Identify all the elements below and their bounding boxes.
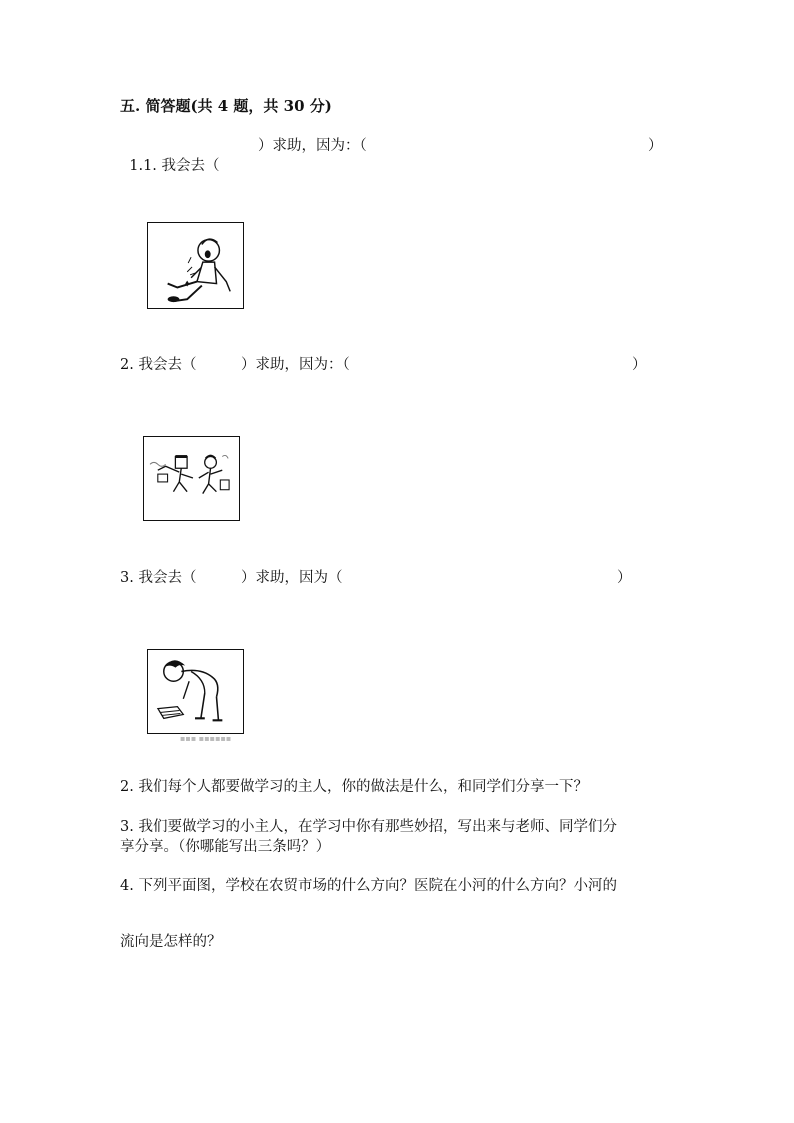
q1-sub1-prefix: 1. 我会去（ — [143, 158, 220, 174]
found-wallet-illustration — [147, 649, 244, 734]
q1-sub2-end: ） — [632, 357, 647, 373]
q1-number: 1. — [129, 158, 144, 174]
boy-wallet-icon — [148, 650, 243, 733]
q4-line2: 流向是怎样的？ — [120, 934, 222, 950]
injured-child-icon — [148, 223, 243, 308]
q1-sub3-prefix: 3. 我会去（ — [120, 570, 197, 586]
children-scuffle-icon — [144, 437, 239, 520]
kids-fighting-illustration — [143, 436, 240, 521]
section-heading: 五. 简答题(共 4 题，共 30 分) — [120, 97, 332, 115]
q1-sub3-mid: ）求助，因为（ — [241, 570, 343, 586]
q2-text: 2. 我们每个人都要做学习的主人，你的做法是什么，和同学们分享一下？ — [120, 779, 588, 795]
q1-sub1-end: ） — [648, 138, 663, 154]
q1-sub1-line — [120, 136, 220, 176]
q3-line1: 3. 我们要做学习的小主人，在学习中你有那些妙招，写出来与老师、同学们分 — [120, 819, 617, 835]
q1-sub2-mid: ）求助，因为：（ — [241, 357, 350, 373]
q1-sub3-end: ） — [617, 570, 632, 586]
q1-sub1-mid: ）求助，因为：（ — [258, 138, 367, 154]
q1-sub2-prefix: 2. 我会去（ — [120, 357, 197, 373]
q3-line2: 享分享。（你哪能写出三条吗？） — [120, 839, 331, 855]
hurt-boy-illustration — [147, 222, 244, 309]
illustration-watermark: ▪▪▪ ▪▪▪▪▪▪ — [180, 734, 232, 743]
q4-line1: 4. 下列平面图，学校在农贸市场的什么方向？医院在小河的什么方向？小河的 — [120, 878, 617, 894]
